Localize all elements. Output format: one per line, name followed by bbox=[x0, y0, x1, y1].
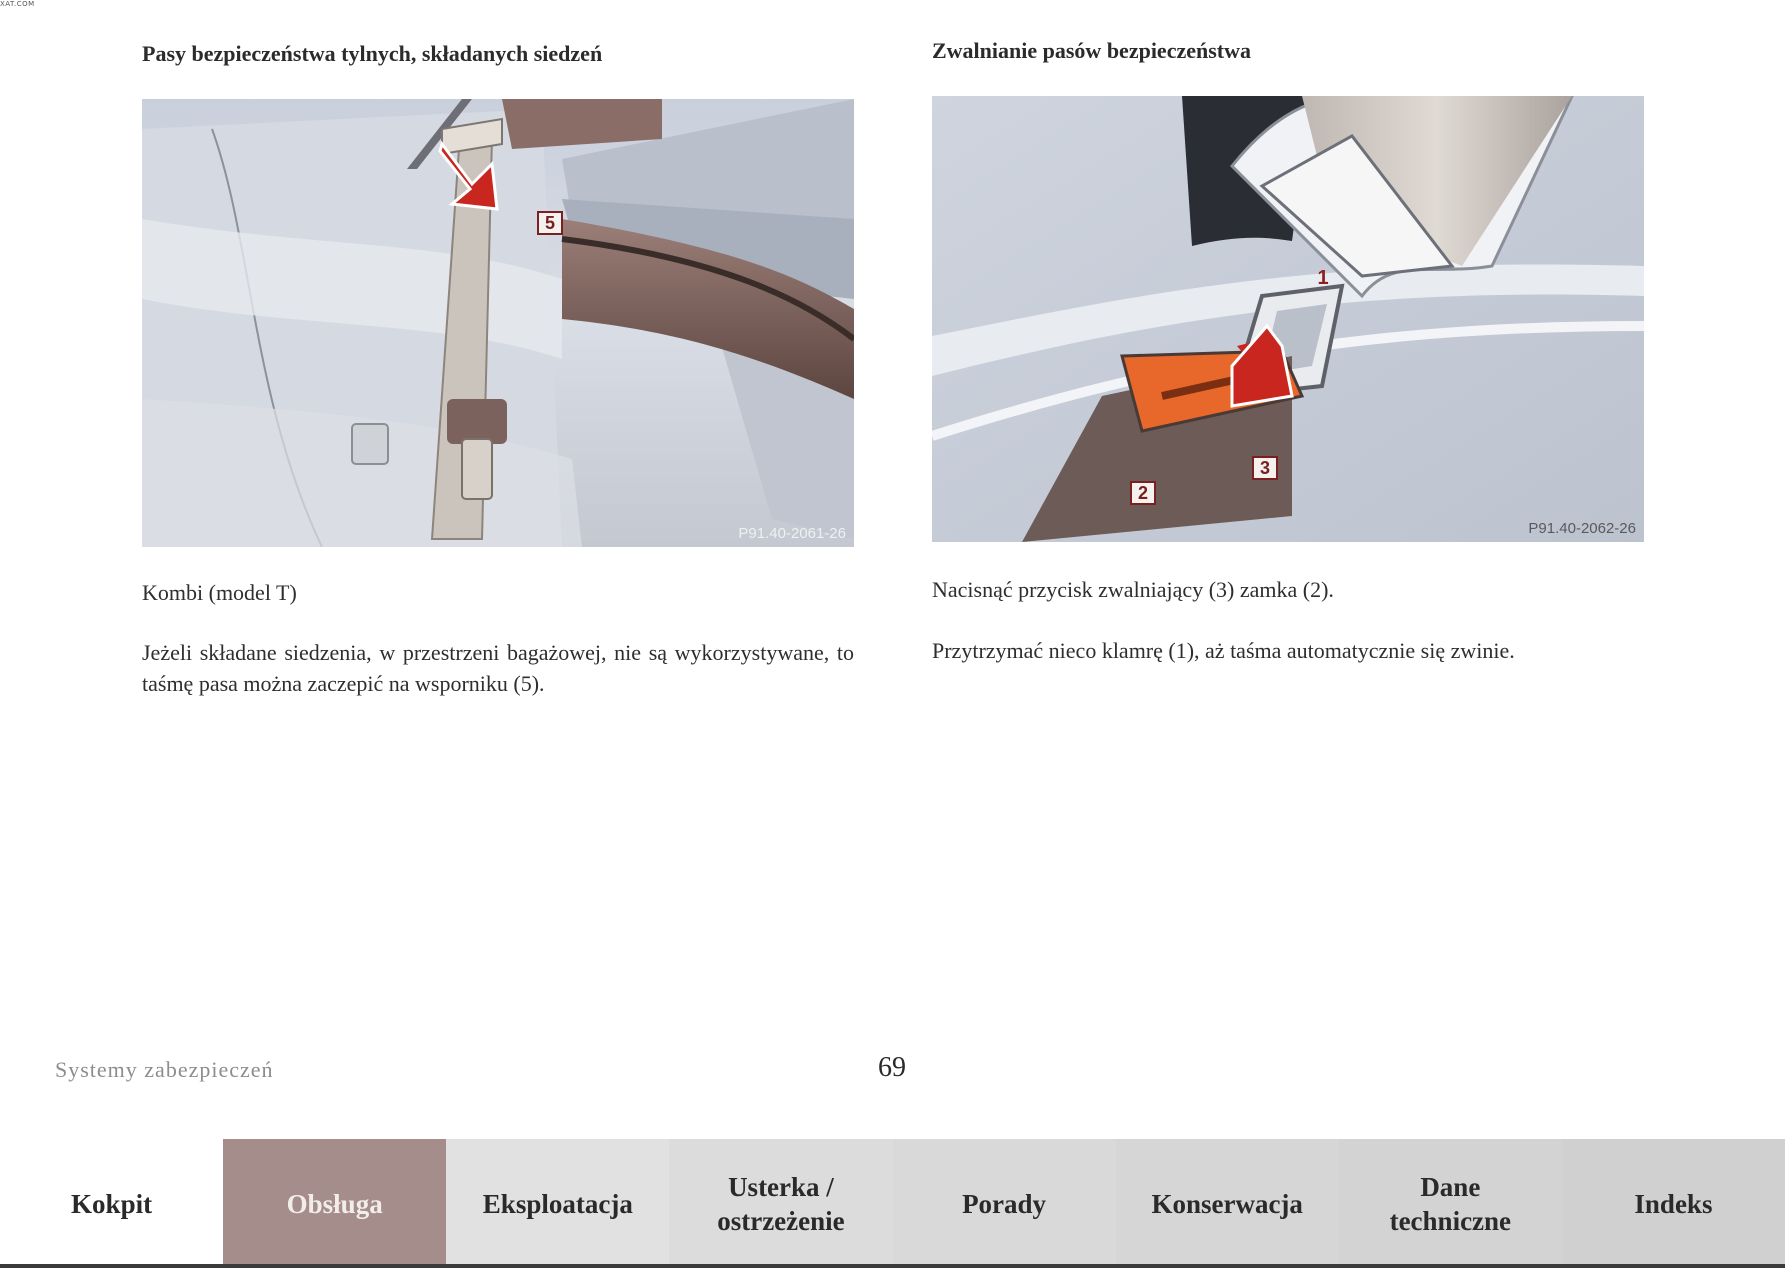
section-label: Systemy zabezpieczeń bbox=[55, 1057, 274, 1082]
tab-eksploatacja[interactable] bbox=[446, 1139, 669, 1268]
tab-indeks[interactable] bbox=[1562, 1139, 1785, 1268]
left-paragraph: Jeżeli składane siedzenia, w przestrzeni bagażowej, nie są wykorzystywane, to taśmę pasa można zaczepić na wsporniku (5). bbox=[142, 640, 854, 696]
left-heading: Pasy bezpieczeństwa tylnych, składanych siedzeń bbox=[142, 41, 603, 66]
section-tab-bar bbox=[0, 1139, 1785, 1268]
right-paragraph: Przytrzymać nieco klamrę (1), aż taśma automatycznie się zwinie. bbox=[932, 638, 1515, 663]
tab-label: Obsługa bbox=[286, 1188, 383, 1219]
right-heading: Zwalnianie pasów bezpieczeństwa bbox=[932, 38, 1251, 63]
left-caption: Kombi (model T) bbox=[142, 580, 297, 605]
tab-dane-techniczne[interactable] bbox=[1339, 1139, 1562, 1268]
folding-seat-illustration bbox=[142, 99, 854, 547]
tab-obsluga[interactable] bbox=[223, 1139, 446, 1268]
figure-folding-seat-belt bbox=[142, 99, 854, 547]
tab-usterka-ostrzezenie[interactable] bbox=[669, 1139, 892, 1268]
tab-konserwacja[interactable] bbox=[1116, 1139, 1339, 1268]
tab-kokpit[interactable] bbox=[0, 1139, 223, 1268]
callout-1: 1 bbox=[1317, 267, 1329, 289]
tab-label: Konserwacja bbox=[1151, 1188, 1303, 1219]
figure-belt-release bbox=[932, 96, 1644, 542]
callout-5: 5 bbox=[537, 211, 563, 235]
watermark: XAT.COM bbox=[0, 0, 35, 8]
figure-code: P91.40-2062-26 bbox=[1528, 520, 1636, 537]
tab-bar-divider bbox=[0, 1264, 1785, 1268]
tab-label: Usterka / ostrzeżenie bbox=[717, 1171, 845, 1236]
tab-label: Kokpit bbox=[71, 1188, 153, 1219]
tab-porady[interactable] bbox=[893, 1139, 1116, 1268]
tab-label: Indeks bbox=[1634, 1188, 1713, 1219]
figure-code: P91.40-2061-26 bbox=[738, 525, 846, 542]
callout-2: 2 bbox=[1130, 481, 1156, 505]
callout-3: 3 bbox=[1252, 456, 1278, 480]
tab-label: Dane techniczne bbox=[1389, 1171, 1512, 1236]
right-caption: Nacisnąć przycisk zwalniający (3) zamka (2). bbox=[932, 577, 1334, 602]
belt-buckle-illustration bbox=[932, 96, 1644, 542]
tab-label: Porady bbox=[962, 1188, 1047, 1219]
tab-label: Eksploatacja bbox=[482, 1188, 633, 1219]
page-number: 69 bbox=[878, 1052, 906, 1083]
